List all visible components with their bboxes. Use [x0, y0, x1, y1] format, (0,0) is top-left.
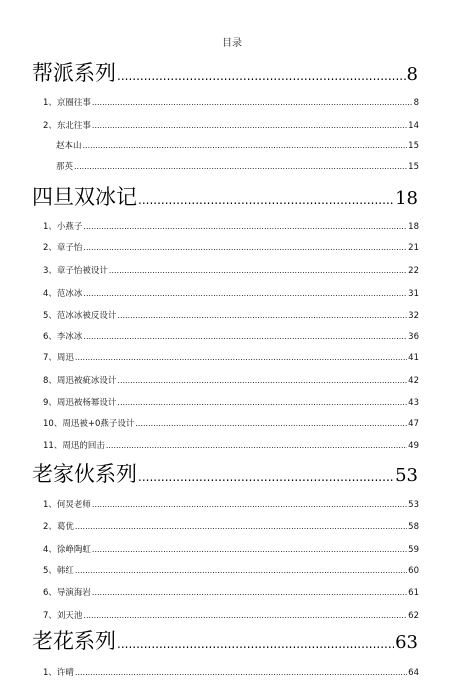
entry-label: 6、导演海岩 — [43, 588, 91, 598]
section-page-number: 8 — [406, 64, 418, 85]
leader-dots — [117, 631, 394, 657]
toc-entry[interactable] — [43, 587, 419, 599]
entry-page-number: 8 — [413, 98, 419, 108]
leader-dots — [109, 265, 407, 277]
entry-label: 1、小燕子 — [43, 222, 83, 232]
leader-dots — [75, 352, 407, 364]
leader-dots — [83, 331, 407, 343]
entry-label: 8、周迅被疵冰设计 — [43, 376, 117, 386]
entry-page-number: 53 — [408, 500, 419, 510]
entry-label: 9、周迅被杨幂设计 — [43, 398, 117, 408]
toc-entry[interactable] — [43, 418, 419, 430]
entry-page-number: 22 — [408, 266, 419, 276]
entry-label: 2、东北往事 — [43, 121, 91, 131]
entry-page-number: 15 — [408, 141, 419, 151]
leader-dots — [75, 565, 407, 577]
toc-subentry[interactable] — [56, 140, 419, 152]
leader-dots — [83, 610, 407, 622]
leader-dots — [117, 397, 407, 409]
leader-dots — [138, 464, 394, 490]
entry-page-number: 15 — [408, 162, 419, 172]
leader-dots — [92, 544, 407, 556]
section-title: 老家伙系列 — [32, 462, 137, 486]
entry-label: 2、章子怡 — [43, 243, 83, 253]
leader-dots — [83, 242, 407, 254]
entry-label: 2、葛优 — [43, 522, 74, 532]
toc-entry[interactable] — [43, 288, 419, 300]
toc-entry[interactable] — [43, 667, 419, 679]
toc-entry[interactable] — [43, 610, 419, 622]
toc-entry[interactable] — [43, 331, 419, 343]
entry-label: 5、韩红 — [43, 566, 74, 576]
toc-entry[interactable] — [43, 565, 419, 577]
entry-page-number: 58 — [408, 522, 419, 532]
entry-page-number: 18 — [408, 222, 419, 232]
toc-entry[interactable] — [43, 352, 419, 364]
toc-entry[interactable] — [43, 440, 419, 452]
toc-entry[interactable] — [43, 265, 419, 277]
entry-label: 1、何炅老师 — [43, 500, 91, 510]
entry-label: 1、许晴 — [43, 668, 74, 678]
leader-dots — [75, 521, 407, 533]
section-page-number: 63 — [395, 632, 418, 653]
entry-label: 赵本山 — [56, 141, 82, 151]
entry-label: 1、京圈往事 — [43, 98, 91, 108]
leader-dots — [92, 587, 407, 599]
toc-entry[interactable] — [43, 242, 419, 254]
entry-label: 7、周迅 — [43, 353, 74, 363]
entry-page-number: 14 — [408, 121, 419, 131]
toc-section-heading[interactable] — [32, 60, 418, 89]
toc-section-heading[interactable] — [32, 628, 418, 657]
leader-dots — [74, 161, 407, 173]
toc-entry[interactable] — [43, 97, 419, 109]
leader-dots — [75, 667, 407, 679]
leader-dots — [92, 120, 407, 132]
entry-page-number: 49 — [408, 441, 419, 451]
entry-page-number: 64 — [408, 668, 419, 678]
toc-entry[interactable] — [43, 544, 419, 556]
entry-label: 那英 — [56, 162, 74, 172]
toc-entry[interactable] — [43, 221, 419, 233]
toc-entry[interactable] — [43, 375, 419, 387]
entry-label: 11、周迅的回击 — [43, 441, 105, 451]
entry-page-number: 62 — [408, 611, 419, 621]
leader-dots — [117, 63, 406, 89]
entry-label: 5、范冰冰被反设计 — [43, 311, 117, 321]
toc-section-heading[interactable] — [32, 461, 418, 490]
entry-page-number: 61 — [408, 588, 419, 598]
entry-label: 10、周迅被+0燕子设计 — [43, 419, 135, 429]
leader-dots — [92, 97, 413, 109]
entry-label: 6、李冰冰 — [43, 332, 83, 342]
leader-dots — [92, 499, 407, 511]
entry-page-number: 60 — [408, 566, 419, 576]
entry-page-number: 32 — [408, 311, 419, 321]
toc-entry[interactable] — [43, 397, 419, 409]
section-page-number: 53 — [395, 465, 418, 486]
toc-entry[interactable] — [43, 499, 419, 511]
leader-dots — [83, 221, 407, 233]
leader-dots — [135, 418, 407, 430]
entry-page-number: 59 — [408, 545, 419, 555]
entry-page-number: 47 — [408, 419, 419, 429]
section-page-number: 18 — [395, 188, 418, 209]
leader-dots — [117, 310, 407, 322]
entry-label: 4、徐峥陶虹 — [43, 545, 91, 555]
toc-entry[interactable] — [43, 521, 419, 533]
entry-page-number: 41 — [408, 353, 419, 363]
entry-page-number: 31 — [408, 289, 419, 299]
entry-page-number: 36 — [408, 332, 419, 342]
toc-title: 目录 — [222, 38, 242, 49]
toc-section-heading[interactable] — [32, 184, 418, 213]
toc-entry[interactable] — [43, 310, 419, 322]
leader-dots — [106, 440, 407, 452]
leader-dots — [117, 375, 407, 387]
entry-label: 4、范冰冰 — [43, 289, 83, 299]
toc-subentry[interactable] — [56, 161, 419, 173]
entry-label: 3、章子怡被设计 — [43, 266, 108, 276]
section-title: 老花系列 — [32, 629, 116, 653]
entry-page-number: 42 — [408, 376, 419, 386]
leader-dots — [83, 140, 408, 152]
section-title: 四旦双冰记 — [32, 185, 137, 209]
leader-dots — [138, 187, 394, 213]
leader-dots — [83, 288, 407, 300]
entry-page-number: 43 — [408, 398, 419, 408]
entry-page-number: 21 — [408, 243, 419, 253]
toc-entry[interactable] — [43, 120, 419, 132]
entry-label: 7、刘天池 — [43, 611, 83, 621]
section-title: 帮派系列 — [32, 61, 116, 85]
